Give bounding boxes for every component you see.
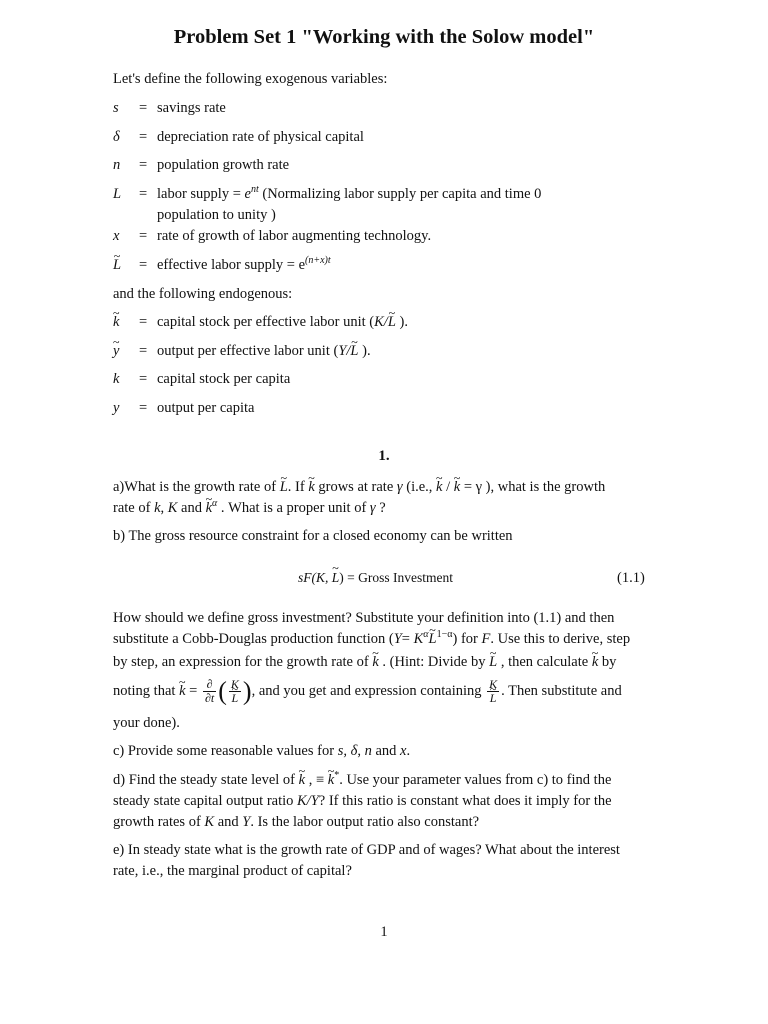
symbol-n: n (113, 157, 121, 173)
question-b-para-1: How should we define gross investment? Substitute your definition into (1.1) and then (113, 610, 615, 626)
question-d-line-1: d) Find the steady state level of ~ k , ≡ ~ k*. Use your parameter values from c) to find the (113, 771, 611, 789)
question-b-intro: b) The gross resource constraint for a closed economy can be written (113, 528, 513, 544)
exogenous-intro: Let's define the following exogenous variables: (113, 71, 388, 87)
question-a-line-1: a)What is the growth rate of ~ L. If ~ k grows at rate γ (i.e., ~ k / ~ k = γ ), what is the growth (113, 478, 605, 496)
question-a-line-2: rate of k, K and ~ $k^\alpha$ . What is a proper unit of γ ? (113, 499, 386, 517)
symbol-y: y (113, 400, 120, 416)
equals-sign: = (139, 343, 148, 359)
equals-sign: = (139, 157, 148, 173)
definition-technology-growth: rate of growth of labor augmenting technology. (157, 228, 432, 244)
equals-sign: = (139, 228, 148, 244)
symbol-L-tilde: ~ L (113, 256, 121, 274)
definition-labor-supply-cont: population to unity ) (157, 207, 276, 223)
question-b-para-5: your done). (113, 715, 180, 731)
definition-output-per-capita: output per capita (157, 400, 255, 416)
equation-1-1: sF(K, ~ L) = Gross Investment (298, 570, 453, 586)
definition-output-per-effective: output per effective labor unit (Y/~ L ). (157, 342, 371, 360)
symbol-k-tilde: ~ k (113, 313, 119, 331)
question-c: c) Provide some reasonable values for s, δ, n and x. (113, 743, 411, 759)
symbol-y-tilde: ~ y (113, 342, 119, 360)
question-b-para-2: substitute a Cobb-Douglas production function ($Y= K^\alpha\sim$ $L^{1-\alpha}$) for F. Use this to derive, step (113, 630, 630, 648)
question-e-line-1: e) In steady state what is the growth rate of GDP and of wages? What about the interest (113, 842, 620, 858)
document-title: Problem Set 1 "Working with the Solow model" (173, 26, 595, 48)
equals-sign: = (139, 257, 148, 273)
symbol-s: s (113, 100, 119, 116)
question-d-line-3: growth rates of K and Y. Is the labor output ratio also constant? (113, 814, 480, 830)
equals-sign: = (139, 186, 148, 202)
question-d-line-2: steady state capital output ratio K/Y? If this ratio is constant what does it imply for the (113, 793, 612, 809)
equals-sign: = (139, 400, 148, 416)
question-e-line-2: rate, i.e., the marginal product of capital? (113, 863, 352, 879)
equals-sign: = (139, 371, 148, 387)
symbol-k: k (113, 371, 120, 387)
symbol-L: L (113, 186, 122, 202)
definition-population-growth: population growth rate (157, 157, 290, 173)
equals-sign: = (139, 100, 148, 116)
equals-sign: = (139, 129, 148, 145)
definition-capital-per-capita: capital stock per capita (157, 371, 291, 387)
symbol-x: x (113, 228, 120, 244)
section-heading: 1. (378, 448, 390, 464)
question-b-para-3: by step, an expression for the growth rate of ~ k . (Hint: Divide by ~ L , then calculate ~ k by (113, 653, 616, 671)
endogenous-intro: and the following endogenous: (113, 286, 293, 302)
symbol-delta: δ (113, 129, 120, 145)
definition-labor-supply: labor supply = $e^{nt}$ (Normalizing labor supply per capita and time 0 (157, 184, 542, 202)
definition-effective-labor: effective labor supply = $e^{(n+x)t}$ (157, 255, 331, 273)
page-number: 1 (380, 924, 388, 940)
definition-depreciation: depreciation rate of physical capital (157, 129, 364, 145)
equation-number: (1.1) (617, 570, 645, 586)
equals-sign: = (139, 314, 148, 330)
definition-capital-per-effective: capital stock per effective labor unit (K/~ L ). (157, 313, 408, 331)
definition-savings-rate: savings rate (157, 100, 226, 116)
question-b-para-4: noting that ~ k = $\frac{\partial}{\partial t}$ ( K ~ L ), and you get and expression containing K ~ L . Then substitute and (113, 676, 622, 706)
